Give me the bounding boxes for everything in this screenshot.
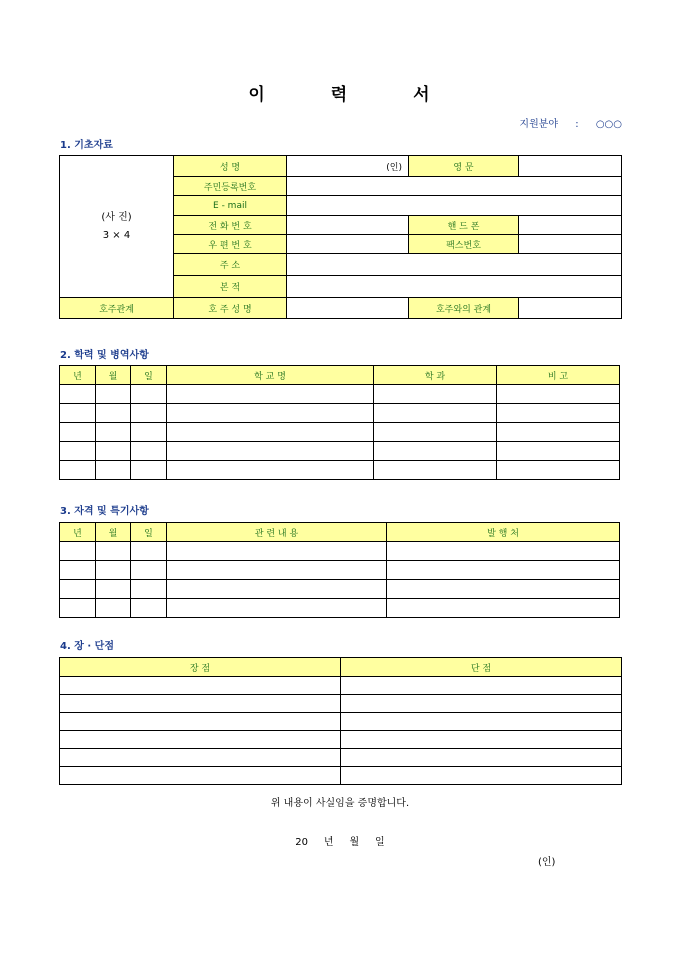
table-cell[interactable] [341,749,622,767]
table-row [60,695,622,713]
table-row [60,561,620,580]
table-row [60,749,622,767]
photo-box [60,156,174,298]
table-cell[interactable] [96,542,131,561]
table-cell[interactable] [167,404,374,423]
table-cell[interactable] [60,749,341,767]
table-row [60,677,622,695]
table-cell[interactable] [131,404,167,423]
apply-field-value: ○○○ [595,119,622,130]
table-row [60,385,620,404]
table-row [60,599,620,618]
strength-header: 장 점 [60,658,341,677]
strengths-table [59,657,622,785]
basic-info-table [59,155,622,319]
qual-header-year: 년 [60,523,96,542]
table-cell[interactable] [131,542,167,561]
mobile-label: 핸 드 폰 [409,216,519,235]
table-row [60,580,620,599]
table-row [60,404,620,423]
table-cell[interactable] [387,561,620,580]
name-seal: (인) [386,162,402,173]
section-strengths-title: 4. 장 · 단점 [60,641,114,652]
table-cell[interactable] [60,423,96,442]
table-cell[interactable] [167,385,374,404]
table-row [60,442,620,461]
table-cell[interactable] [387,599,620,618]
table-cell[interactable] [60,385,96,404]
table-cell[interactable] [96,599,131,618]
head-name-label: 호 주 성 명 [174,298,287,319]
table-cell[interactable] [387,580,620,599]
apply-field [519,115,622,130]
table-cell[interactable] [387,542,620,561]
table-cell[interactable] [131,599,167,618]
table-cell[interactable] [374,442,497,461]
qualification-table [59,522,620,618]
section-qualification-title: 3. 자격 및 특기사항 [60,506,149,517]
email-field[interactable] [287,196,622,216]
table-cell[interactable] [60,599,96,618]
table-cell[interactable] [60,561,96,580]
date-line: 20 년 월 일 [295,837,385,848]
table-row [60,767,622,785]
zip-label: 우 편 번 호 [174,235,287,254]
phone-label: 전 화 번 호 [174,216,287,235]
table-cell[interactable] [167,442,374,461]
fax-field[interactable] [519,235,622,254]
family-relation-label: 호주관계 [60,298,174,319]
table-cell[interactable] [60,580,96,599]
table-cell[interactable] [497,461,620,480]
table-cell[interactable] [96,404,131,423]
table-cell[interactable] [341,713,622,731]
edu-header-day: 일 [131,366,167,385]
table-cell[interactable] [60,542,96,561]
table-cell[interactable] [167,580,387,599]
table-cell[interactable] [60,713,341,731]
table-cell[interactable] [497,404,620,423]
section-education-title: 2. 학력 및 병역사항 [60,350,149,361]
resident-number-label: 주민등록번호 [174,177,287,196]
table-cell[interactable] [374,404,497,423]
table-row [60,731,622,749]
head-name-field[interactable] [287,298,409,319]
table-row [60,461,620,480]
table-cell[interactable] [374,423,497,442]
title-char-1: 이 [248,85,267,105]
table-cell[interactable] [131,561,167,580]
table-cell[interactable] [167,542,387,561]
table-cell[interactable] [60,767,341,785]
section-basic-title: 1. 기초자료 [60,140,113,151]
table-row [60,542,620,561]
table-cell[interactable] [167,599,387,618]
apply-field-colon: : [575,119,579,130]
table-cell[interactable] [131,385,167,404]
origin-label: 본 적 [174,276,287,298]
qual-header-issuer: 발 행 처 [387,523,620,542]
table-cell[interactable] [497,442,620,461]
table-cell[interactable] [131,423,167,442]
edu-header-year: 년 [60,366,96,385]
certification-statement: 위 내용이 사실임을 증명합니다. [270,798,410,809]
table-cell[interactable] [96,461,131,480]
education-table [59,365,620,480]
relation-head-field[interactable] [519,298,622,319]
mobile-field[interactable] [519,216,622,235]
photo-label: (사 진) [101,211,132,223]
address-label: 주 소 [174,254,287,276]
edu-header-school: 학 교 명 [167,366,374,385]
phone-field[interactable] [287,216,409,235]
table-cell[interactable] [341,731,622,749]
table-cell[interactable] [60,442,96,461]
table-cell[interactable] [497,385,620,404]
resident-number-field[interactable] [287,177,622,196]
signature-seal: (인) [538,857,556,868]
title-char-3: 서 [413,85,432,105]
edu-header-note: 비 고 [497,366,620,385]
table-cell[interactable] [341,677,622,695]
table-cell[interactable] [131,580,167,599]
table-cell[interactable] [60,731,341,749]
table-row [60,423,620,442]
edu-header-month: 월 [96,366,131,385]
table-cell[interactable] [60,677,341,695]
table-cell[interactable] [374,461,497,480]
qual-header-day: 일 [131,523,167,542]
title-char-2: 력 [330,85,350,105]
table-cell[interactable] [167,461,374,480]
address-field[interactable] [287,254,622,276]
english-field[interactable] [519,156,622,177]
email-label: E - mail [174,196,287,216]
edu-header-major: 학 과 [374,366,497,385]
table-cell[interactable] [131,461,167,480]
table-cell[interactable] [341,695,622,713]
table-cell[interactable] [131,442,167,461]
table-cell[interactable] [341,767,622,785]
table-cell[interactable] [60,461,96,480]
english-label: 영 문 [409,156,519,177]
qual-header-month: 월 [96,523,131,542]
table-cell[interactable] [96,561,131,580]
table-cell[interactable] [60,404,96,423]
name-label: 성 명 [174,156,287,177]
page-title [0,80,680,105]
table-cell[interactable] [167,561,387,580]
table-cell[interactable] [60,695,341,713]
photo-size: 3 × 4 [102,229,131,241]
table-row [60,713,622,731]
table-cell[interactable] [96,580,131,599]
table-cell[interactable] [374,385,497,404]
fax-label: 팩스번호 [409,235,519,254]
table-cell[interactable] [497,423,620,442]
qual-header-content: 관 련 내 용 [167,523,387,542]
zip-field[interactable] [287,235,409,254]
origin-field[interactable] [287,276,622,298]
table-cell[interactable] [96,442,131,461]
weakness-header: 단 점 [341,658,622,677]
table-cell[interactable] [96,423,131,442]
name-field[interactable] [287,156,409,177]
relation-head-label: 호주와의 관계 [409,298,519,319]
table-cell[interactable] [96,385,131,404]
table-cell[interactable] [167,423,374,442]
apply-field-label: 지원분야 [519,119,559,130]
